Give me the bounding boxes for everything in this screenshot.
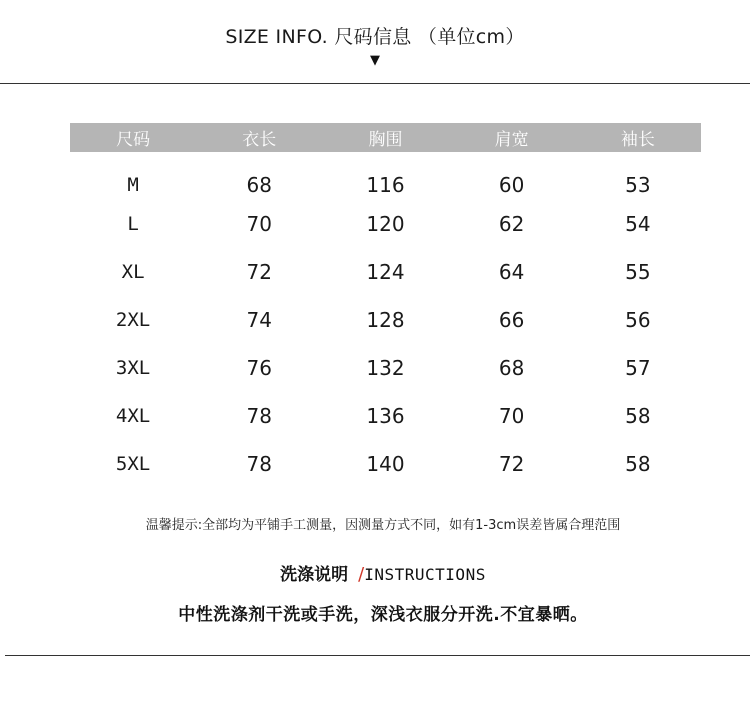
size-cell: 3XL — [115, 357, 151, 379]
header-shoulder: 肩宽 — [449, 123, 575, 152]
size-cell: M — [127, 174, 139, 196]
header-chest: 胸围 — [322, 123, 448, 152]
sleeve-cell: 54 — [625, 212, 651, 236]
length-cell: 78 — [246, 452, 272, 476]
slash-divider: / — [358, 564, 365, 585]
shoulder-cell: 68 — [498, 356, 525, 380]
table-row — [70, 344, 701, 392]
table-row — [70, 392, 701, 440]
table-row — [70, 248, 701, 296]
sleeve-cell: 56 — [625, 308, 651, 332]
down-arrow-icon: ▼ — [370, 53, 380, 68]
chest-cell: 132 — [366, 356, 405, 380]
size-cell: L — [127, 213, 139, 235]
header-sleeve: 袖长 — [575, 123, 701, 152]
sleeve-cell: 58 — [625, 452, 651, 476]
shoulder-cell: 64 — [498, 260, 525, 284]
shoulder-cell: 70 — [498, 404, 525, 428]
size-cell: 2XL — [115, 309, 151, 331]
size-cell: XL — [121, 261, 145, 283]
washing-title-zh: 洗涤说明 — [280, 565, 349, 585]
washing-title-en: INSTRUCTIONS — [364, 565, 486, 584]
sleeve-cell: 57 — [625, 356, 651, 380]
size-cell: 4XL — [115, 405, 151, 427]
table-row — [70, 440, 701, 488]
length-cell: 78 — [246, 404, 272, 428]
table-header-row — [70, 123, 701, 152]
shoulder-cell: 66 — [498, 308, 525, 332]
length-cell: 76 — [246, 356, 272, 380]
bottom-divider — [5, 655, 750, 656]
washing-title — [0, 560, 750, 585]
sleeve-cell: 55 — [625, 260, 651, 284]
chest-cell: 120 — [366, 212, 405, 236]
shoulder-cell: 72 — [498, 452, 525, 476]
sleeve-cell: 58 — [625, 404, 651, 428]
chest-cell: 116 — [366, 173, 405, 197]
chest-cell: 124 — [366, 260, 405, 284]
length-cell: 70 — [246, 212, 272, 236]
measurement-note: 温馨提示:全部均为平铺手工测量，因测量方式不同，如有1-3cm误差皆属合理范围 — [145, 518, 621, 533]
size-table — [70, 123, 701, 488]
chest-cell: 140 — [366, 452, 405, 476]
chest-cell: 136 — [366, 404, 405, 428]
table-row — [70, 200, 701, 248]
washing-instructions: 中性洗涤剂干洗或手洗，深浅衣服分开洗.不宜暴晒。 — [178, 605, 588, 625]
top-divider — [0, 83, 750, 84]
length-cell: 74 — [246, 308, 272, 332]
sleeve-cell: 53 — [625, 173, 651, 197]
header-size: 尺码 — [70, 123, 196, 152]
chest-cell: 128 — [366, 308, 405, 332]
header-length: 衣长 — [196, 123, 322, 152]
length-cell: 68 — [246, 173, 272, 197]
shoulder-cell: 62 — [498, 212, 525, 236]
shoulder-cell: 60 — [498, 173, 525, 197]
table-row — [70, 296, 701, 344]
size-info-title: SIZE INFO. 尺码信息 （单位cm） — [225, 26, 525, 48]
table-row — [70, 152, 701, 200]
length-cell: 72 — [246, 260, 272, 284]
size-cell: 5XL — [115, 453, 151, 475]
